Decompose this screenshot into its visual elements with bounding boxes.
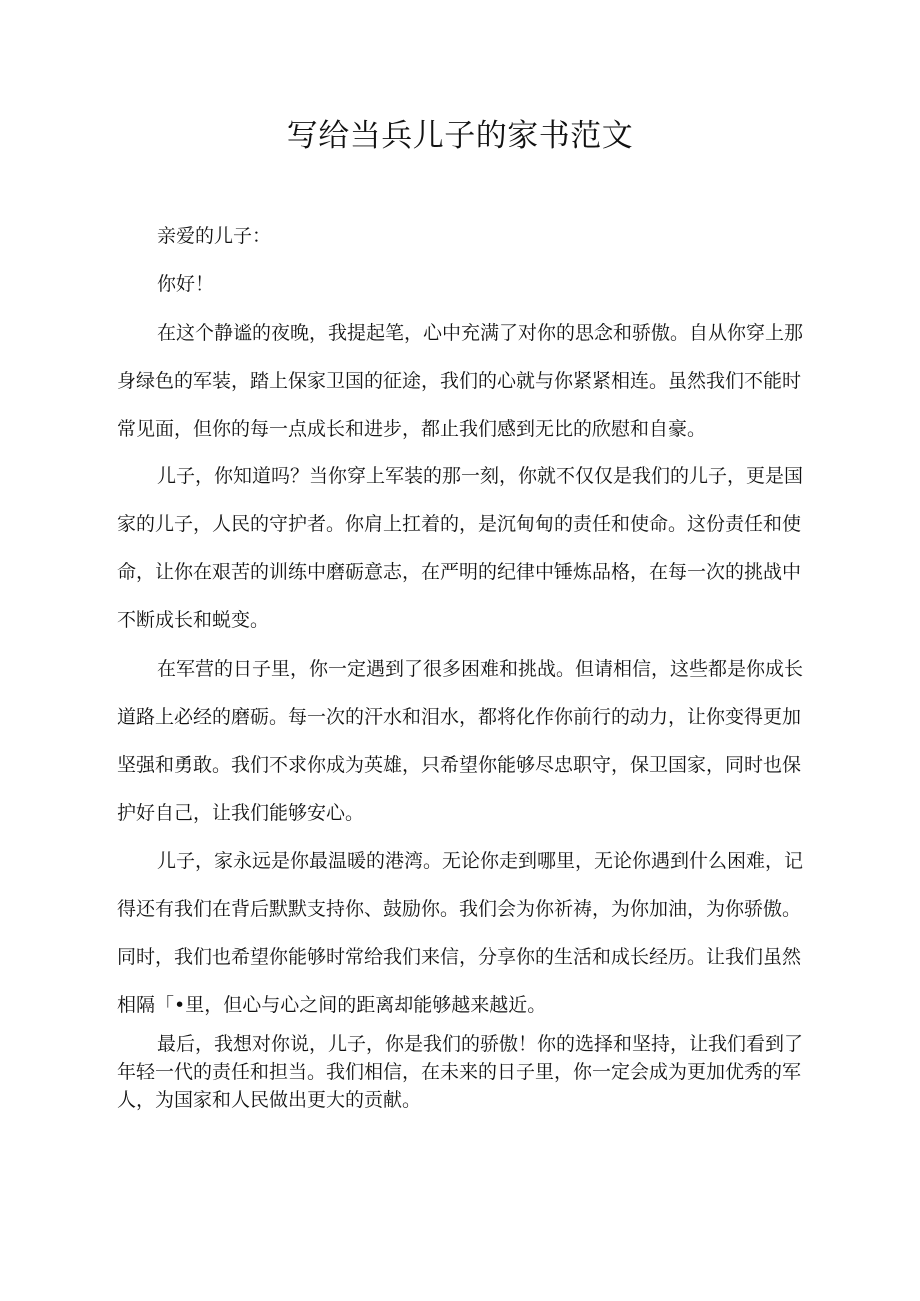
paragraph-3: 在军营的日子里，你一定遇到了很多困难和挑战。但请相信，这些都是你成长道路上必经的磨砺。每一次的汗水和泪水，都将化作你前行的动力，让你变得更加坚强和勇敢。我们不求你成为英雄，只希望你能够尽忠职守，保卫国家，同时也保护好自己，让我们能够安心。	[117, 658, 804, 824]
paragraph-5: 最后，我想对你说，儿子，你是我们的骄傲！你的选择和坚持，让我们看到了年轻一代的责任和担当。我们相信，在未来的日子里，你一定会成为更加优秀的军人，为国家和人民做出更大的贡献。	[117, 1033, 804, 1111]
paragraph-2: 儿子，你知道吗？当你穿上军装的那一刻，你就不仅仅是我们的儿子，更是国家的儿子，人民的守护者。你肩上扛着的，是沉甸甸的责任和使命。这份责任和使命，让你在艰苦的训练中磨砺意志，在严明的纪律中锤炼品格，在每一次的挑战中不断成长和蜕变。	[117, 465, 804, 631]
salutation: 亲爱的儿子：	[157, 225, 272, 247]
document-title: 写给当兵儿子的家书范文	[286, 118, 634, 154]
paragraph-1: 在这个静谧的夜晚，我提起笔，心中充满了对你的思念和骄傲。自从你穿上那身绿色的军装，踏上保家卫国的征途，我们的心就与你紧紧相连。虽然我们不能时常见面，但你的每一点成长和进步，都止我们感到无比的欣慰和自豪。	[117, 322, 804, 440]
paragraph-4: 儿子，家永远是你最温暖的港湾。无论你走到哪里，无论你遇到什么困难，记得还有我们在背后默默支持你、鼓励你。我们会为你祈祷，为你加油，为你骄傲。同时，我们也希望你能够时常给我们来信，分享你的生活和成长经历。让我们虽然相隔「•里，但心与心之间的距离却能够越来越近。	[117, 850, 804, 1016]
greeting: 你好！	[157, 273, 215, 295]
